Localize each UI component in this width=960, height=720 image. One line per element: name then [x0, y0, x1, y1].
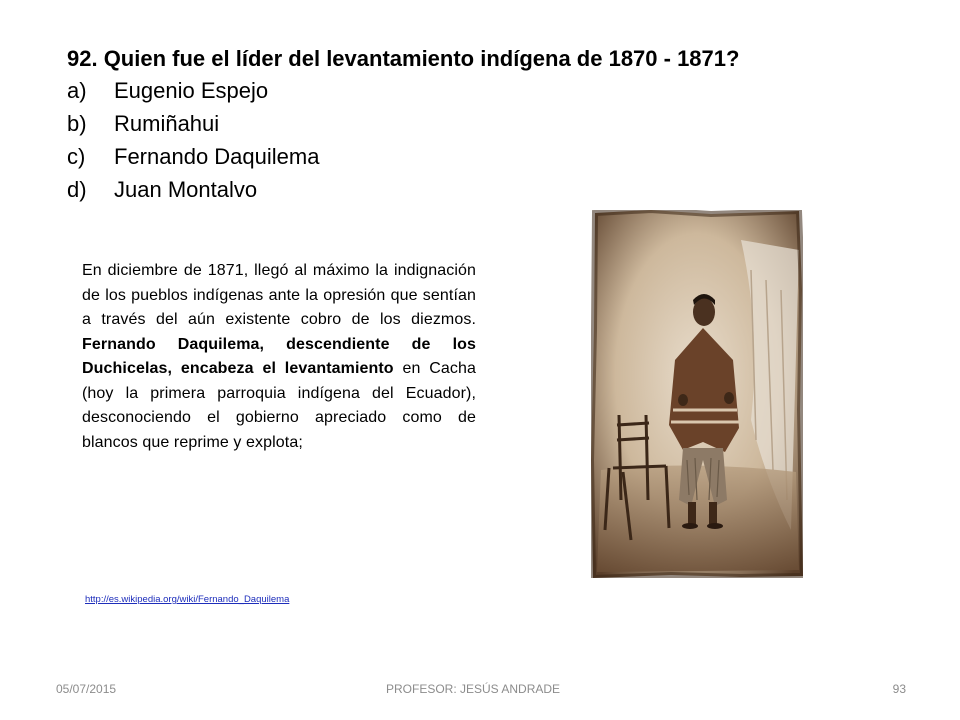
- option-letter: d): [67, 177, 87, 202]
- option-b: [67, 107, 319, 140]
- option-text: Fernando Daquilema: [114, 144, 320, 169]
- option-text: Eugenio Espejo: [114, 78, 269, 103]
- footer-date: 05/07/2015: [56, 682, 117, 696]
- option-letter: b): [67, 111, 87, 136]
- footer-page-number: 93: [892, 682, 906, 696]
- option-letter: c): [67, 144, 86, 169]
- option-c: [67, 140, 319, 173]
- description-bold: Fernando Daquilema, descendiente de los Duchicelas, encabeza el levantamiento: [82, 335, 476, 377]
- option-text: Rumiñahui: [114, 111, 220, 136]
- question-title: 92. Quien fue el líder del levantamiento indígena de 1870 - 1871?: [67, 46, 740, 71]
- option-a: [67, 74, 319, 107]
- option-letter: a): [67, 78, 87, 103]
- option-d: [67, 173, 319, 206]
- source-link[interactable]: http://es.wikipedia.org/wiki/Fernando_Daquilema: [85, 594, 290, 605]
- historical-portrait-photo: [591, 210, 803, 578]
- description-rest: en Cacha (hoy la primera parroquia indígena del Ecuador), desconociendo el gobierno apreciado como de blancos que reprime y explota;: [82, 360, 476, 451]
- description-paragraph: [82, 259, 476, 455]
- description-intro: En diciembre de 1871, llegó al máximo la indignación de los pueblos indígenas ante la opresión que sentían a través del aún existente cobro de los diezmos.: [82, 262, 476, 328]
- answer-options: [67, 74, 319, 206]
- option-text: Juan Montalvo: [114, 177, 258, 202]
- footer-author: PROFESOR: JESÚS ANDRADE: [386, 682, 561, 696]
